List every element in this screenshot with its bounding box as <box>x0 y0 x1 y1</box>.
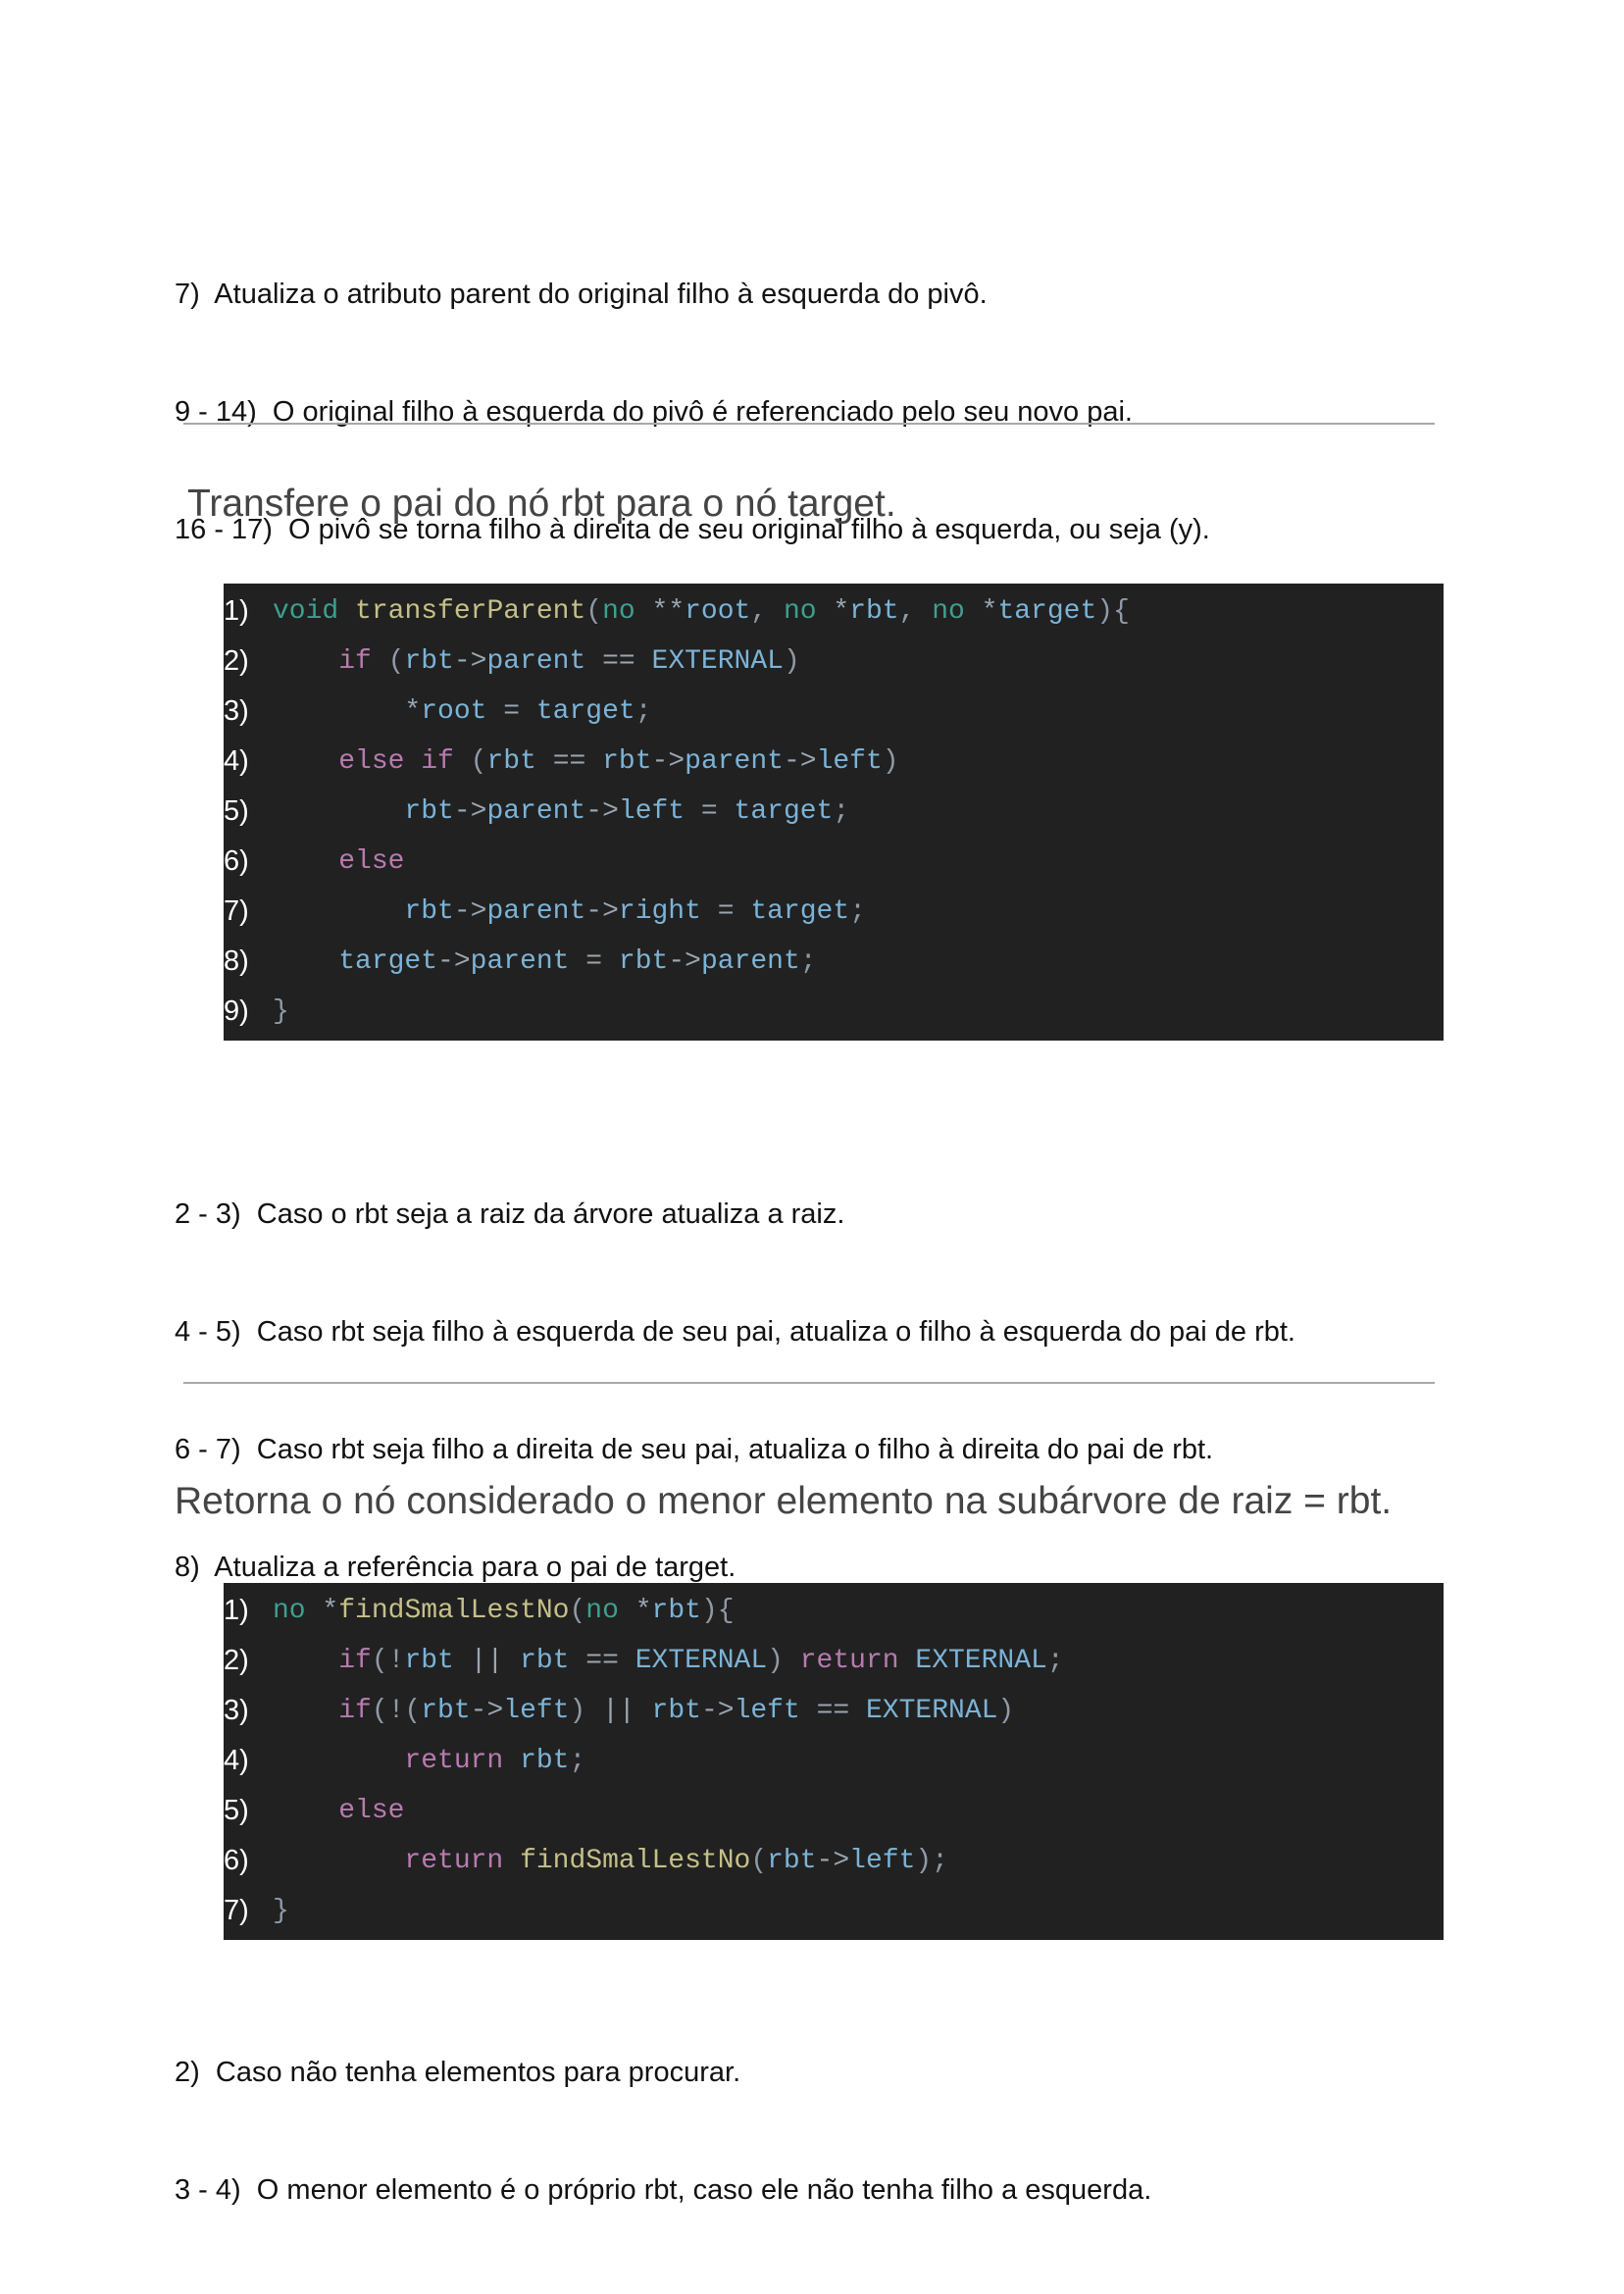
code-token <box>619 1596 635 1626</box>
code-token: ; <box>799 946 817 977</box>
note-line: 16 - 17) O pivô se torna filho à direita de seu original filho à esquerda, ou seja (y). <box>175 514 1210 545</box>
code-token: * <box>981 596 998 627</box>
code-token: -> <box>585 896 619 927</box>
code-token: rbt <box>602 746 652 777</box>
code-token <box>273 1746 404 1776</box>
code-token: parent <box>700 946 800 977</box>
code-token: rbt <box>651 1596 701 1626</box>
note-line: 3 - 4) O menor elemento é o próprio rbt, caso ele não tenha filho a esquerda. <box>175 2174 1152 2206</box>
note-line: 8) Atualiza a referência para o pai de target. <box>175 1552 736 1583</box>
code-token: rbt <box>520 1646 570 1676</box>
code-token: ( <box>371 646 405 677</box>
code-token: -> <box>453 646 487 677</box>
code-token: parent <box>470 946 570 977</box>
code-token: ) <box>767 1646 800 1676</box>
section-divider <box>183 1382 1435 1384</box>
code-token: target <box>338 946 438 977</box>
code-token <box>306 1596 323 1626</box>
line-number: 2) <box>224 1645 273 1677</box>
code-line <box>224 687 1444 737</box>
code-token: left <box>618 796 685 827</box>
code-token: * <box>833 596 850 627</box>
line-number: 6) <box>224 1845 273 1877</box>
code-token <box>273 1646 338 1676</box>
code-token: = <box>486 696 536 727</box>
code-text <box>273 796 849 827</box>
code-token: left <box>503 1696 570 1726</box>
code-token: -> <box>783 746 817 777</box>
section-divider <box>183 423 1435 425</box>
code-text <box>273 1846 948 1876</box>
code-token: -> <box>700 1696 735 1726</box>
code-token <box>273 1696 338 1726</box>
code-line <box>224 586 1444 637</box>
line-number: 7) <box>224 895 273 928</box>
code-text <box>273 896 866 927</box>
code-token <box>635 596 652 627</box>
code-token: else <box>338 746 405 777</box>
code-text <box>273 746 899 777</box>
code-token: * <box>404 696 422 727</box>
code-token: else <box>338 1796 405 1826</box>
section-heading-find-smallest: Retorna o nó considerado o menor elemento na subárvore de raiz = rbt. <box>175 1480 1393 1522</box>
code-token <box>273 796 404 827</box>
code-token <box>273 946 338 977</box>
note-line: 7) Atualiza o atributo parent do original filho à esquerda do pivô. <box>175 279 988 310</box>
code-line <box>224 637 1444 687</box>
code-text <box>273 1896 289 1926</box>
code-token: no <box>273 1596 306 1626</box>
code-token: ( <box>750 1846 768 1876</box>
code-token: -> <box>651 746 685 777</box>
code-token: rbt <box>404 796 454 827</box>
code-token: parent <box>486 796 586 827</box>
code-token: if <box>421 746 454 777</box>
code-line <box>224 937 1444 987</box>
top-notes <box>175 196 1210 588</box>
code-line <box>224 737 1444 787</box>
code-text <box>273 1746 585 1776</box>
code-token <box>965 596 982 627</box>
code-token: EXTERNAL <box>651 646 784 677</box>
code-token: (! <box>371 1646 405 1676</box>
code-token <box>273 746 338 777</box>
code-token <box>503 1746 520 1776</box>
code-token: , <box>898 596 933 627</box>
code-token: -> <box>668 946 701 977</box>
section1-notes <box>175 1116 1295 1626</box>
code-token: ; <box>1046 1646 1064 1676</box>
code-token: * <box>322 1596 339 1626</box>
code-token: rbt <box>404 896 454 927</box>
code-token: no <box>602 596 635 627</box>
code-line <box>224 887 1444 937</box>
code-token: ** <box>651 596 685 627</box>
code-token: || <box>453 1646 521 1676</box>
code-token: return <box>404 1746 504 1776</box>
code-token: left <box>816 746 883 777</box>
code-block-transfer-parent <box>224 584 1444 1041</box>
line-number: 8) <box>224 945 273 978</box>
code-token: findSmalLestNo <box>338 1596 570 1626</box>
code-token <box>404 746 421 777</box>
code-token: || <box>602 1696 652 1726</box>
code-token: rbt <box>520 1746 570 1776</box>
note-line: 2) Caso não tenha elementos para procurar. <box>175 2057 741 2088</box>
code-token: rbt <box>849 596 899 627</box>
line-number: 3) <box>224 1695 273 1727</box>
code-token: rbt <box>421 1696 471 1726</box>
line-number: 5) <box>224 1795 273 1827</box>
line-number: 2) <box>224 645 273 678</box>
code-token: target <box>535 696 635 727</box>
code-token: ){ <box>700 1596 735 1626</box>
code-token: -> <box>585 796 619 827</box>
code-token <box>899 1646 916 1676</box>
code-token: ( <box>569 1596 586 1626</box>
code-token: no <box>932 596 965 627</box>
code-token: parent <box>685 746 784 777</box>
code-token: void <box>273 596 339 627</box>
code-token: left <box>734 1696 800 1726</box>
code-token: EXTERNAL <box>866 1696 998 1726</box>
code-token: ; <box>569 1746 586 1776</box>
code-token: ) <box>882 746 899 777</box>
code-block-find-smallest <box>224 1583 1444 1940</box>
code-token: right <box>618 896 701 927</box>
code-token: } <box>273 996 289 1027</box>
line-number: 9) <box>224 995 273 1028</box>
code-token <box>273 896 404 927</box>
code-token: rbt <box>767 1846 817 1876</box>
code-token: root <box>685 596 751 627</box>
code-line <box>224 1886 1444 1936</box>
code-line <box>224 1786 1444 1836</box>
line-number: 4) <box>224 745 273 778</box>
line-number: 4) <box>224 1745 273 1777</box>
line-number: 6) <box>224 845 273 878</box>
line-number: 7) <box>224 1895 273 1927</box>
code-token: } <box>273 1896 289 1926</box>
code-token: EXTERNAL <box>915 1646 1047 1676</box>
code-token: rbt <box>404 1646 454 1676</box>
code-token <box>273 646 338 677</box>
code-token: ; <box>833 796 850 827</box>
code-token: findSmalLestNo <box>520 1846 751 1876</box>
code-token <box>273 1796 338 1826</box>
code-token <box>817 596 834 627</box>
code-token: EXTERNAL <box>634 1646 768 1676</box>
code-token: == <box>799 1696 866 1726</box>
line-number: 1) <box>224 595 273 628</box>
code-line <box>224 1736 1444 1786</box>
code-line <box>224 837 1444 887</box>
code-text <box>273 596 1130 627</box>
code-text <box>273 1646 1064 1676</box>
code-token: == <box>569 1646 635 1676</box>
code-token: -> <box>453 896 487 927</box>
code-token <box>503 1846 520 1876</box>
code-token: target <box>750 896 850 927</box>
code-token: target <box>734 796 834 827</box>
code-text <box>273 646 800 677</box>
code-token: = <box>700 896 751 927</box>
note-line: 6 - 7) Caso rbt seja filho a direita de seu pai, atualiza o filho à direita do pai de rbt. <box>175 1434 1214 1465</box>
line-number: 1) <box>224 1595 273 1627</box>
code-line <box>224 1586 1444 1636</box>
code-text <box>273 1596 735 1626</box>
code-token: ; <box>849 896 866 927</box>
code-token: else <box>338 846 405 877</box>
code-token <box>273 846 338 877</box>
code-token: (!( <box>371 1696 422 1726</box>
code-token: ) <box>783 646 800 677</box>
code-line <box>224 787 1444 837</box>
code-text <box>273 1796 404 1826</box>
code-token: == <box>585 646 652 677</box>
code-token: no <box>585 1596 619 1626</box>
code-line <box>224 1686 1444 1736</box>
code-token: left <box>849 1846 916 1876</box>
code-token: no <box>783 596 817 627</box>
code-token: , <box>750 596 784 627</box>
code-token: parent <box>486 896 586 927</box>
code-token: ){ <box>1096 596 1130 627</box>
code-token: == <box>535 746 603 777</box>
code-token <box>338 596 355 627</box>
code-token: return <box>799 1646 899 1676</box>
code-token: rbt <box>651 1696 701 1726</box>
code-token: if <box>338 646 372 677</box>
code-line <box>224 987 1444 1037</box>
code-token: ) <box>569 1696 603 1726</box>
code-token: root <box>421 696 487 727</box>
code-token: ) <box>997 1696 1015 1726</box>
note-line: 4 - 5) Caso rbt seja filho à esquerda de seu pai, atualiza o filho à esquerda do pai de rbt. <box>175 1316 1295 1348</box>
code-token: if <box>338 1646 372 1676</box>
code-token: ); <box>915 1846 948 1876</box>
code-token: -> <box>470 1696 504 1726</box>
section-heading-transfer-parent: Transfere o pai do nó rbt para o nó target. <box>187 483 896 525</box>
code-text <box>273 1696 1014 1726</box>
code-text <box>273 846 404 877</box>
note-line: 2 - 3) Caso o rbt seja a raiz da árvore atualiza a raiz. <box>175 1198 845 1230</box>
line-number: 3) <box>224 695 273 728</box>
line-number: 5) <box>224 795 273 828</box>
code-line <box>224 1636 1444 1686</box>
code-line <box>224 1836 1444 1886</box>
code-text <box>273 696 652 727</box>
code-token: transferParent <box>355 596 586 627</box>
code-token: = <box>569 946 619 977</box>
code-token: return <box>404 1846 504 1876</box>
code-text <box>273 996 289 1027</box>
code-token: rbt <box>404 646 454 677</box>
code-token: -> <box>437 946 471 977</box>
code-token: rbt <box>618 946 669 977</box>
code-token: -> <box>453 796 487 827</box>
code-token: = <box>685 796 735 827</box>
code-token: ; <box>634 696 652 727</box>
code-token: parent <box>486 646 586 677</box>
code-token <box>273 1846 404 1876</box>
code-token: if <box>338 1696 372 1726</box>
code-token: ( <box>585 596 603 627</box>
section2-notes <box>175 1974 1151 2249</box>
code-text <box>273 946 817 977</box>
code-token: ( <box>453 746 487 777</box>
code-token: target <box>997 596 1097 627</box>
code-token: rbt <box>486 746 536 777</box>
code-token <box>273 696 404 727</box>
code-token: -> <box>816 1846 850 1876</box>
note-line: 9 - 14) O original filho à esquerda do pivô é referenciado pelo seu novo pai. <box>175 396 1133 428</box>
code-token: * <box>634 1596 652 1626</box>
